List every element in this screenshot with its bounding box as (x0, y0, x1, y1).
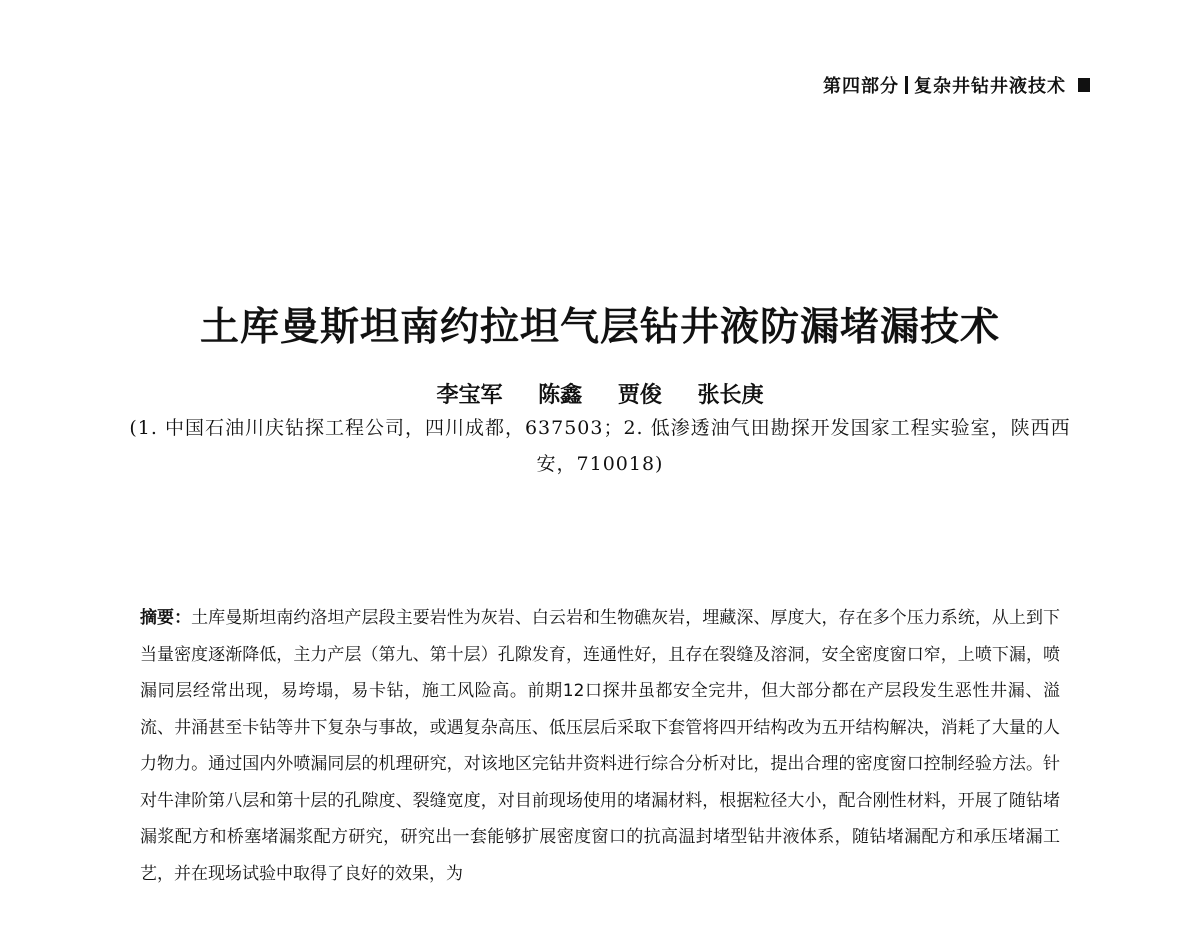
divider-bar (905, 76, 908, 94)
page-mark-icon (1078, 78, 1090, 92)
author-list (0, 378, 1200, 409)
abstract-label: 摘要： (140, 608, 192, 628)
author: 李宝军 (436, 382, 503, 408)
abstract (140, 600, 1060, 892)
running-header (823, 72, 1090, 98)
abstract-text: 土库曼斯坦南约洛坦产层段主要岩性为灰岩、白云岩和生物礁灰岩，埋藏深、厚度大，存在多个压力系统，从上到下当量密度逐渐降低，主力产层（第九、第十层）孔隙发育，连通性好，且存在裂缝及溶洞，安全密度窗口窄，上喷下漏，喷漏同层经常出现，易垮塌，易卡钻，施工风险高。前期12口探井虽都安全完井，但大部分都在产层段发生恶性井漏、溢流、井涌甚至卡钻等井下复杂与事故，或遇复杂高压、低压层后采取下套管将四开结构改为五开结构解决，消耗了大量的人力物力。通过国内外喷漏同层的机理研究，对该地区完钻井资料进行综合分析对比，提出合理的密度窗口控制经验方法。针对牛津阶第八层和第十层的孔隙度、裂缝宽度，对目前现场使用的堵漏材料，根据粒径大小，配合刚性材料，开展了随钻堵漏浆配方和桥塞堵漏浆配方研究，研究出一套能够扩展密度窗口的抗高温封堵型钻井液体系，随钻堵漏配方和承压堵漏工艺，并在现场试验中取得了良好的效果，为 (140, 608, 1061, 884)
section-label: 复杂井钻井液技术 (914, 76, 1066, 97)
author: 贾俊 (617, 382, 662, 408)
affiliation: (1. 中国石油川庆钻探工程公司，四川成都，637503；2. 低渗透油气田勘探开发国家工程实验室，陕西西安，710018) (129, 417, 1071, 475)
author: 张长庚 (697, 382, 764, 408)
paper-title: 土库曼斯坦南约拉坦气层钻井液防漏堵漏技术 (199, 304, 1000, 350)
author: 陈鑫 (538, 382, 583, 408)
part-label: 第四部分 (823, 76, 899, 97)
